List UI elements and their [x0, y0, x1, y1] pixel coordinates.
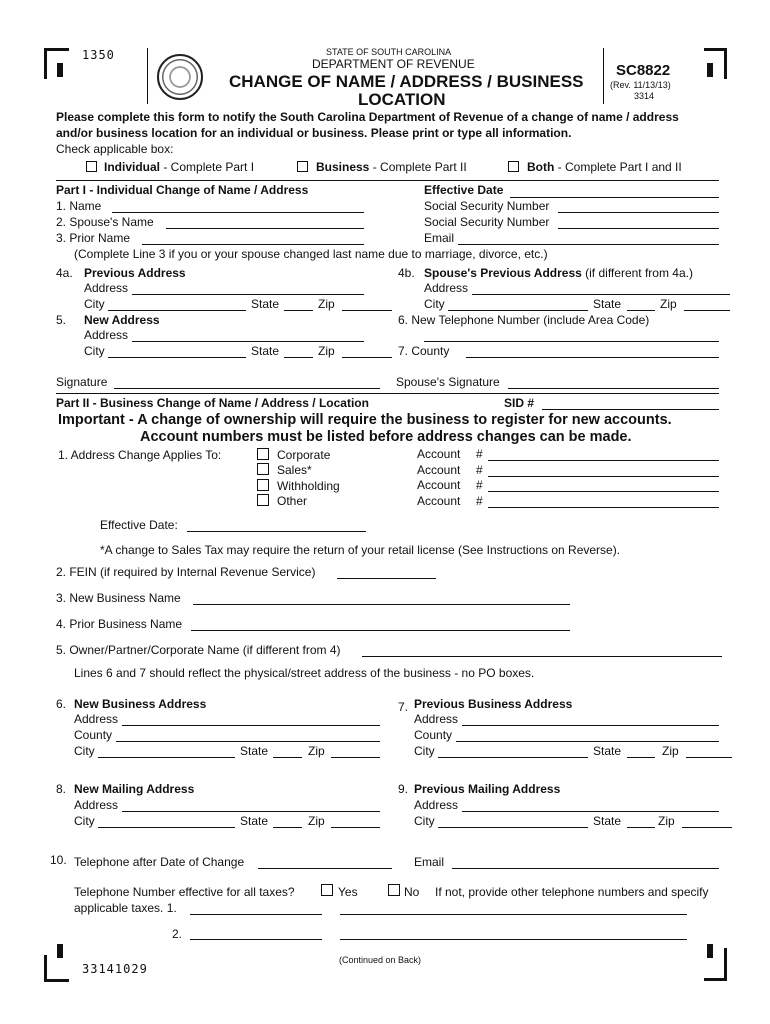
prev-business-city-field[interactable] [438, 757, 588, 758]
new-business-zip-label: Zip [308, 744, 325, 758]
spouse-signature-label: Spouse's Signature [396, 375, 500, 389]
new-phone-label: 6. New Telephone Number (include Area Code) [398, 313, 650, 327]
other-phone-1-field[interactable] [190, 914, 322, 915]
new-business-zip-field[interactable] [331, 757, 380, 758]
registration-tick [707, 944, 713, 958]
registration-mark-bottom-left [44, 955, 69, 982]
new-mailing-address-field[interactable] [122, 811, 380, 812]
account-corporate-field[interactable] [488, 460, 719, 461]
prev-address-field[interactable] [132, 294, 364, 295]
prev-zip-label: Zip [318, 297, 335, 311]
withholding-label: Withholding [277, 479, 340, 493]
new-business-state-label: State [240, 744, 269, 758]
new-business-county-field[interactable] [116, 741, 380, 742]
prev-address-heading: Previous Address [84, 266, 186, 280]
new-business-name-field[interactable] [193, 604, 570, 605]
account-other-field[interactable] [488, 507, 719, 508]
email-label: Email [424, 231, 455, 245]
part2-top-rule [56, 393, 719, 394]
phone-after-change-field[interactable] [258, 868, 392, 869]
important-line1: Important - A change of ownership will require the business to register for new accounts. [58, 412, 672, 428]
barcode-number: 33141029 [82, 962, 148, 976]
phone-number-label: 10. [50, 853, 67, 867]
spouse-prev-state-field[interactable] [627, 310, 655, 311]
prev-business-zip-label: Zip [662, 744, 679, 758]
new-mailing-state-field[interactable] [273, 827, 302, 828]
prev-business-address-number: 7. [398, 700, 409, 714]
spouse-prev-zip-label: Zip [660, 297, 677, 311]
spouse-prev-city-label: City [424, 297, 445, 311]
prev-mailing-state-field[interactable] [627, 827, 655, 828]
new-business-address-number: 6. [56, 697, 67, 711]
sales-tax-note: *A change to Sales Tax may require the return of your retail license (See Instructions on Reverse). [100, 543, 621, 557]
signature-field[interactable] [114, 388, 380, 389]
prior-name-field[interactable] [142, 244, 364, 245]
prev-mailing-address-field[interactable] [462, 811, 719, 812]
sid-label: SID # [504, 396, 535, 410]
part2-heading: Part II - Business Change of Name / Address / Location [56, 396, 369, 410]
spouse-ssn-label: Social Security Number [424, 215, 550, 229]
other-checkbox[interactable] [257, 494, 269, 506]
email-field[interactable] [458, 244, 719, 245]
sales-label: Sales* [277, 463, 312, 477]
prev-city-label: City [84, 297, 105, 311]
phone-after-change-label: Telephone after Date of Change [74, 855, 245, 869]
part1-top-rule [56, 180, 719, 181]
prev-business-state-field[interactable] [627, 757, 655, 758]
new-zip-field[interactable] [342, 357, 392, 358]
prev-mailing-state-label: State [593, 814, 622, 828]
account-sales-field[interactable] [488, 476, 719, 477]
lines-6-7-note: Lines 6 and 7 should reflect the physical/street address of the business - no PO boxes. [74, 666, 535, 680]
business-checkbox[interactable] [297, 161, 308, 172]
individual-option-label: Individual - Complete Part I [104, 160, 255, 174]
prior-name-note: (Complete Line 3 if you or your spouse changed last name due to marriage, divorce, etc.) [74, 247, 548, 261]
spouse-name-field[interactable] [166, 228, 364, 229]
effective-date-field[interactable] [510, 197, 719, 198]
new-mailing-heading: New Mailing Address [74, 782, 195, 796]
part1-heading: Part I - Individual Change of Name / Address [56, 183, 309, 197]
new-mailing-city-field[interactable] [98, 827, 235, 828]
new-mailing-state-label: State [240, 814, 269, 828]
prev-state-field[interactable] [284, 310, 313, 311]
prev-mailing-city-label: City [414, 814, 435, 828]
new-zip-label: Zip [318, 344, 335, 358]
prev-business-state-label: State [593, 744, 622, 758]
if-not-note: If not, provide other telephone numbers and specify [435, 885, 709, 899]
new-state-label: State [251, 344, 280, 358]
new-state-field[interactable] [284, 357, 313, 358]
sales-checkbox[interactable] [257, 463, 269, 475]
business-email-label: Email [414, 855, 445, 869]
form-id: SC8822 [616, 62, 671, 79]
both-checkbox[interactable] [508, 161, 519, 172]
spouse-prev-address-field[interactable] [472, 294, 730, 295]
ssn-label: Social Security Number [424, 199, 550, 213]
fein-label: 2. FEIN (if required by Internal Revenue Service) [56, 565, 316, 579]
new-mailing-number: 8. [56, 782, 67, 796]
new-mailing-city-label: City [74, 814, 95, 828]
state-seal-icon [157, 54, 203, 100]
spouse-prev-city-field[interactable] [448, 310, 588, 311]
corporate-label: Corporate [277, 448, 331, 462]
phone-yes-label: Yes [338, 885, 358, 899]
header-divider-right [603, 48, 604, 104]
applicable-taxes-2-label: 2. [172, 927, 183, 941]
applicable-taxes-label: applicable taxes. 1. [74, 901, 177, 915]
prior-name-label: 3. Prior Name [56, 231, 131, 245]
prev-business-address-heading: Previous Business Address [414, 697, 573, 711]
account-label-withholding: Account [417, 478, 461, 492]
spouse-signature-field[interactable] [508, 388, 719, 389]
new-business-state-field[interactable] [273, 757, 302, 758]
business-effective-date-label: Effective Date: [100, 518, 178, 532]
county-label: 7. County [398, 344, 450, 358]
state-name: STATE OF SOUTH CAROLINA [326, 47, 452, 57]
withholding-checkbox[interactable] [257, 479, 269, 491]
applicable-taxes-1-field[interactable] [340, 914, 687, 915]
account-label-sales: Account [417, 463, 461, 477]
new-business-address-field[interactable] [122, 725, 380, 726]
new-mailing-zip-field[interactable] [331, 827, 380, 828]
account-hash: # [476, 494, 483, 508]
effective-date-label: Effective Date [424, 183, 504, 197]
prev-business-county-field[interactable] [456, 741, 719, 742]
spouse-prev-state-label: State [593, 297, 622, 311]
prev-mailing-heading: Previous Mailing Address [414, 782, 561, 796]
header-divider [147, 48, 148, 104]
phone-yes-checkbox[interactable] [321, 884, 333, 896]
account-withholding-field[interactable] [488, 491, 719, 492]
ssn-field[interactable] [558, 212, 719, 213]
new-phone-field[interactable] [424, 341, 719, 342]
prev-business-address-field[interactable] [462, 725, 719, 726]
county-field[interactable] [466, 357, 719, 358]
prev-address-number: 4a. [56, 266, 73, 280]
new-business-city-field[interactable] [98, 757, 235, 758]
other-phone-2-field[interactable] [190, 939, 322, 940]
new-mailing-zip-label: Zip [308, 814, 325, 828]
spouse-prev-number: 4b. [398, 266, 415, 280]
account-hash: # [476, 478, 483, 492]
prev-business-address-label: Address [414, 712, 459, 726]
new-business-name-label: 3. New Business Name [56, 591, 181, 605]
phone-no-checkbox[interactable] [388, 884, 400, 896]
prev-mailing-zip-label: Zip [658, 814, 675, 828]
prev-business-city-label: City [414, 744, 435, 758]
registration-tick [57, 944, 63, 958]
both-option-label: Both - Complete Part I and II [527, 160, 682, 174]
new-address-field[interactable] [132, 341, 364, 342]
phone-all-taxes-label: Telephone Number effective for all taxes? [74, 885, 295, 899]
account-hash: # [476, 447, 483, 461]
name-label: 1. Name [56, 199, 102, 213]
form-code: 3314 [634, 91, 655, 101]
owner-name-label: 5. Owner/Partner/Corporate Name (if different from 4) [56, 643, 341, 657]
new-city-field[interactable] [108, 357, 246, 358]
registration-tick [707, 63, 713, 77]
account-label-corporate: Account [417, 447, 461, 461]
new-business-address-heading: New Business Address [74, 697, 207, 711]
business-effective-date-field[interactable] [187, 531, 366, 532]
prior-business-name-label: 4. Prior Business Name [56, 617, 183, 631]
form-number-top: 1350 [82, 48, 115, 62]
prev-city-field[interactable] [108, 310, 246, 311]
prev-mailing-zip-field[interactable] [682, 827, 732, 828]
prev-business-county-label: County [414, 728, 453, 742]
new-city-label: City [84, 344, 105, 358]
intro-line1: Please complete this form to notify the South Carolina Department of Revenue of a change of name / address [56, 110, 679, 124]
business-email-field[interactable] [452, 868, 719, 869]
account-label-other: Account [417, 494, 461, 508]
new-address-heading: New Address [84, 313, 160, 327]
corporate-checkbox[interactable] [257, 448, 269, 460]
sid-field[interactable] [542, 409, 719, 410]
business-option-label: Business - Complete Part II [316, 160, 467, 174]
new-business-city-label: City [74, 744, 95, 758]
prev-state-label: State [251, 297, 280, 311]
prev-mailing-address-label: Address [414, 798, 459, 812]
fein-field[interactable] [337, 578, 436, 579]
prev-business-zip-field[interactable] [686, 757, 732, 758]
prev-zip-field[interactable] [342, 310, 392, 311]
continued-on-back: (Continued on Back) [339, 955, 422, 965]
spouse-prev-zip-field[interactable] [684, 310, 730, 311]
new-mailing-address-label: Address [74, 798, 119, 812]
spouse-ssn-field[interactable] [558, 228, 719, 229]
new-address-label: Address [84, 328, 129, 342]
individual-checkbox[interactable] [86, 161, 97, 172]
prev-mailing-number: 9. [398, 782, 409, 796]
spouse-name-label: 2. Spouse's Name [56, 215, 154, 229]
new-address-number: 5. [56, 313, 67, 327]
prev-mailing-city-field[interactable] [438, 827, 588, 828]
form-title-line2: LOCATION [358, 90, 446, 109]
applies-to-label: 1. Address Change Applies To: [58, 448, 222, 462]
form-revision: (Rev. 11/13/13) [610, 80, 671, 90]
check-applicable-label: Check applicable box: [56, 142, 174, 156]
prev-address-label: Address [84, 281, 129, 295]
form-title-line1: CHANGE OF NAME / ADDRESS / BUSINESS [229, 72, 584, 91]
new-business-address-label: Address [74, 712, 119, 726]
phone-no-label: No [404, 885, 420, 899]
owner-name-field[interactable] [362, 656, 722, 657]
spouse-prev-heading: Spouse's Previous Address (if different from 4a.) [424, 266, 693, 280]
other-label: Other [277, 494, 308, 508]
applicable-taxes-2-field[interactable] [340, 939, 687, 940]
spouse-prev-address-label: Address [424, 281, 469, 295]
important-line2: Account numbers must be listed before address changes can be made. [140, 429, 632, 445]
account-hash: # [476, 463, 483, 477]
name-field[interactable] [112, 212, 364, 213]
new-business-county-label: County [74, 728, 113, 742]
registration-tick [57, 63, 63, 77]
prior-business-name-field[interactable] [191, 630, 570, 631]
intro-line2: and/or business location for an individual or business. Please print or type all information. [56, 126, 572, 140]
signature-label: Signature [56, 375, 108, 389]
department-name: DEPARTMENT OF REVENUE [312, 57, 475, 71]
